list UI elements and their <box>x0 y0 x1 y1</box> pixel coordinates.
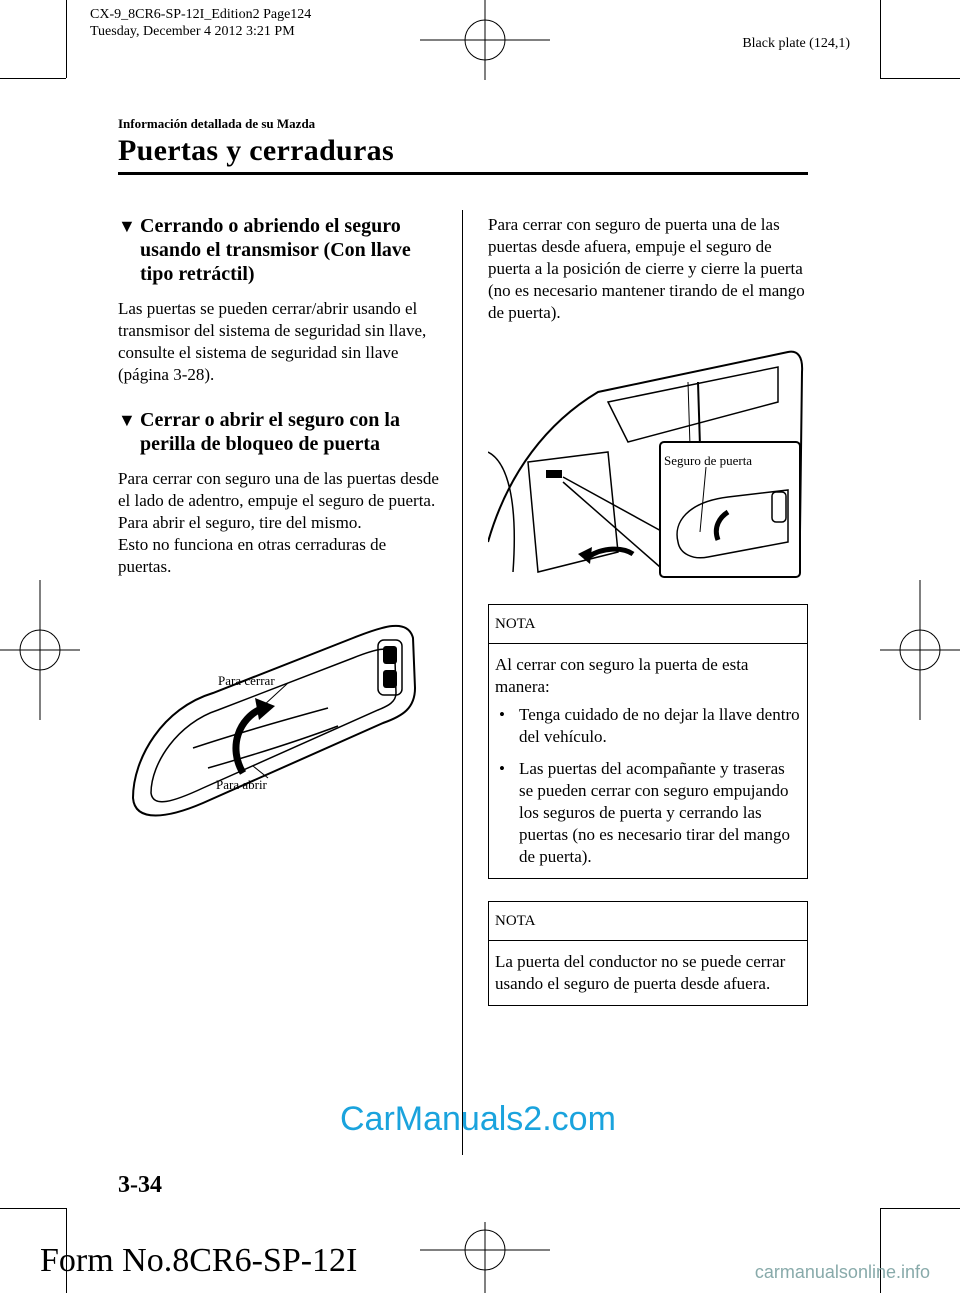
paragraph: Para cerrar con seguro de puerta una de las puertas desde afuera, empuje el seguro de puerta a la posición de cierre y cierre la puerta (no es necesario mantener tirando de el mango de puerta). <box>488 215 805 322</box>
paragraph-line: Esto no funciona en otras cerraduras de puertas. <box>118 535 387 576</box>
registration-mark-top <box>420 0 550 80</box>
note-title: NOTA <box>489 902 807 941</box>
inner-door-handle-illustration <box>123 598 433 828</box>
header-rule <box>118 172 808 175</box>
triangle-icon: ▼ <box>118 216 136 236</box>
registration-mark-left <box>0 580 80 720</box>
paragraph <box>118 468 443 578</box>
note-box <box>488 901 808 1006</box>
bullet-icon: • <box>499 759 505 778</box>
left-column <box>118 214 443 828</box>
list-item <box>495 704 801 748</box>
print-info-line2: Tuesday, December 4 2012 3:21 PM <box>90 24 295 39</box>
watermark: CarManuals2.com <box>340 1100 616 1138</box>
heading-text: Cerrar o abrir el seguro con la perilla de bloqueo de puerta <box>140 409 400 455</box>
crop-mark <box>880 0 881 78</box>
note-list <box>495 704 801 868</box>
door-handle-figure <box>123 598 433 828</box>
note-body <box>489 644 807 878</box>
exterior-door-figure <box>488 342 808 582</box>
right-column <box>488 214 808 1006</box>
note-box <box>488 604 808 879</box>
chapter-title: Puertas y cerraduras <box>118 134 394 167</box>
column-divider <box>462 210 463 1155</box>
paragraph-line: Para abrir el seguro, tire del mismo. <box>118 513 362 532</box>
paragraph-line: Para cerrar con seguro una de las puertas desde el lado de adentro, empuje el seguro de puerta. <box>118 469 439 510</box>
crop-mark <box>66 0 67 78</box>
print-info <box>90 6 311 40</box>
note-title: NOTA <box>489 605 807 644</box>
heading-text: Cerrando o abriendo el seguro usando el transmisor (Con llave tipo retráctil) <box>140 215 411 285</box>
bullet-icon: • <box>499 705 505 724</box>
section-label: Información detallada de su Mazda <box>118 116 316 131</box>
crop-mark <box>880 1208 960 1209</box>
section-heading <box>118 408 443 456</box>
label-unlock: Para abrir <box>216 777 267 792</box>
label-door-lock: Seguro de puerta <box>664 453 753 468</box>
list-item-text: Tenga cuidado de no dejar la llave dentro del vehículo. <box>519 705 800 746</box>
note-body: La puerta del conductor no se puede cerrar usando el seguro de puerta desde afuera. <box>495 952 786 993</box>
print-info-line1: CX-9_8CR6-SP-12I_Edition2 Page124 <box>90 7 312 22</box>
registration-mark-right <box>880 580 960 720</box>
paragraph: Las puertas se pueden cerrar/abrir usando el transmisor del sistema de seguridad sin llave, consulte el sistema de seguridad sin llave (página 3-28). <box>118 299 427 384</box>
plate-label: Black plate (124,1) <box>742 36 850 51</box>
exterior-door-illustration <box>488 342 808 582</box>
crop-mark <box>880 78 960 79</box>
watermark-site: carmanualsonline.info <box>754 1262 930 1282</box>
section-heading <box>118 214 443 286</box>
list-item-text: Las puertas del acompañante y traseras se pueden cerrar con seguro empujando los seguros de puerta y cerrando las puertas (no es necesario tirar del mango de puerta). <box>519 759 790 866</box>
crop-mark <box>0 1208 66 1209</box>
note-intro: Al cerrar con seguro la puerta de esta manera: <box>495 655 749 696</box>
form-number: Form No.8CR6-SP-12I <box>40 1242 358 1279</box>
triangle-icon: ▼ <box>118 410 136 430</box>
crop-mark <box>0 78 66 79</box>
page-number: 3-34 <box>118 1172 162 1198</box>
registration-mark-bottom <box>420 1222 550 1293</box>
label-lock: Para cerrar <box>218 673 275 688</box>
list-item <box>495 758 801 868</box>
